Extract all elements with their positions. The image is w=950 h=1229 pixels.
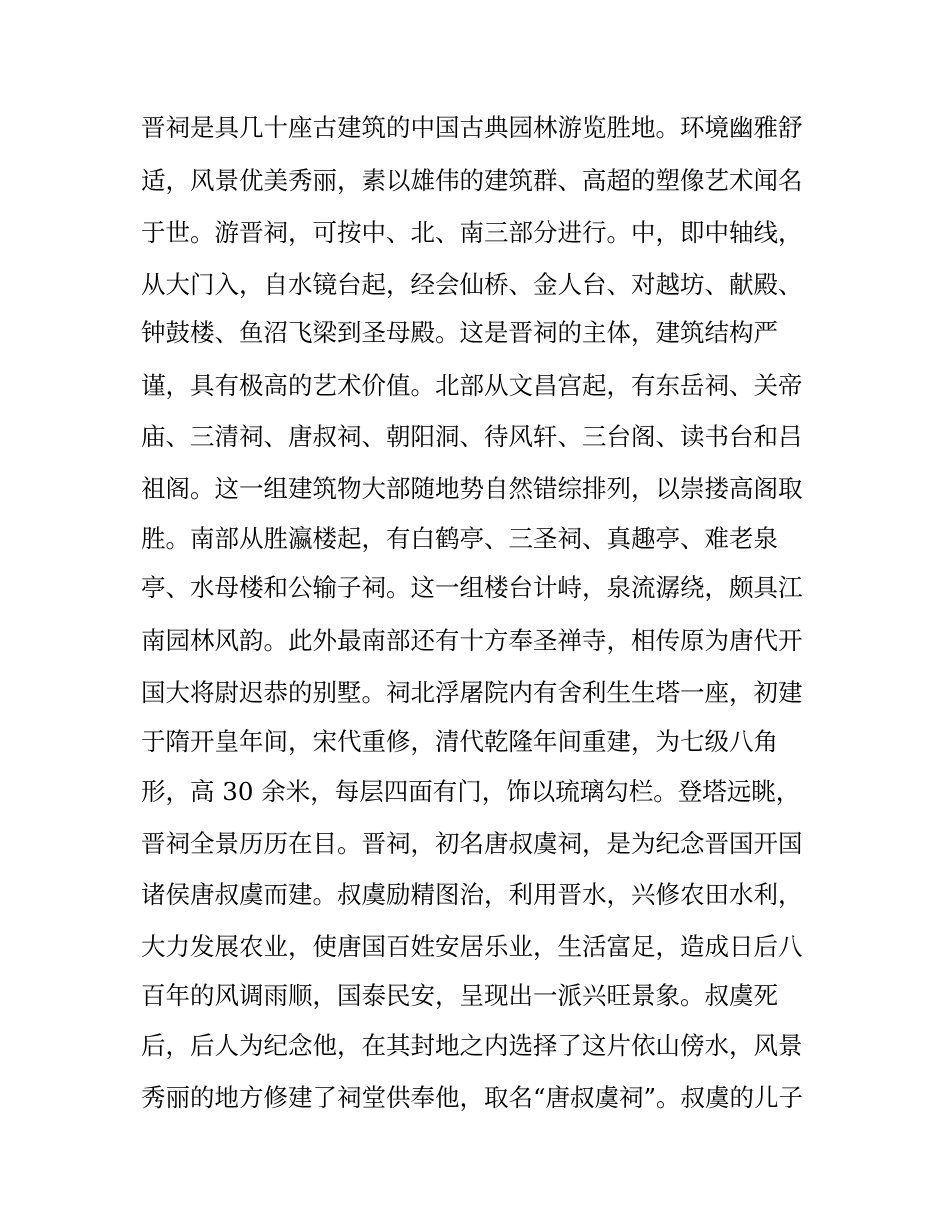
- paragraph-line: 南园林风韵。此外最南部还有十方奉圣禅寺，相传原为唐代开: [141, 626, 803, 655]
- paragraph-line: 钟鼓楼、鱼沼飞梁到圣母殿。这是晋祠的主体，建筑结构严: [141, 318, 778, 347]
- paragraph-line: 谨，具有极高的艺术价值。北部从文昌宫起，有东岳祠、关帝: [141, 371, 803, 400]
- paragraph-line: 庙、三清祠、唐叔祠、朝阳洞、待风轩、三台阁、读书台和吕: [141, 422, 803, 451]
- paragraph-line: 大力发展农业，使唐国百姓安居乐业，生活富足，造成日后八: [141, 932, 803, 961]
- paragraph-line: 国大将尉迟恭的别墅。祠北浮屠院内有舍利生生塔一座，初建: [141, 678, 803, 707]
- paragraph-line: 形，高 30 余米，每层四面有门，饰以琉璃勾栏。登塔远眺，: [141, 777, 801, 806]
- paragraph-line: 诸侯唐叔虞而建。叔虞励精图治，利用晋水，兴修农田水利，: [141, 880, 803, 909]
- paragraph-line: 于隋开皇年间，宋代重修，清代乾隆年间重建，为七级八角: [141, 727, 778, 756]
- paragraph-line: 晋祠全景历历在目。晋祠，初名唐叔虞祠，是为纪念晋国开国: [141, 829, 803, 858]
- paragraph-line: 秀丽的地方修建了祠堂供奉他，取名“唐叔虞祠”。叔虞的儿子: [141, 1083, 804, 1112]
- paragraph-line: 亭、水母楼和公输子祠。这一组楼台计峙，泉流潺绕，颇具江: [141, 573, 803, 602]
- paragraph-line: 于世。游晋祠，可按中、北、南三部分进行。中，即中轴线，: [141, 218, 803, 247]
- paragraph-line: 晋祠是具几十座古建筑的中国古典园林游览胜地。环境幽雅舒: [141, 113, 803, 142]
- paragraph-line: 后，后人为纪念他，在其封地之内选择了这片依山傍水，风景: [141, 1031, 803, 1060]
- paragraph-line: 胜。南部从胜瀛楼起，有白鹤亭、三圣祠、真趣亭、难老泉: [141, 524, 778, 553]
- paragraph-line: 从大门入，自水镜台起，经会仙桥、金人台、对越坊、献殿、: [141, 270, 803, 299]
- paragraph-line: 适，风景优美秀丽，素以雄伟的建筑群、高超的塑像艺术闻名: [141, 166, 803, 195]
- paragraph-line: 百年的风调雨顺，国泰民安，呈现出一派兴旺景象。叔虞死: [141, 981, 778, 1010]
- paragraph-line: 祖阁。这一组建筑物大部随地势自然错综排列，以崇搂高阁取: [141, 474, 803, 503]
